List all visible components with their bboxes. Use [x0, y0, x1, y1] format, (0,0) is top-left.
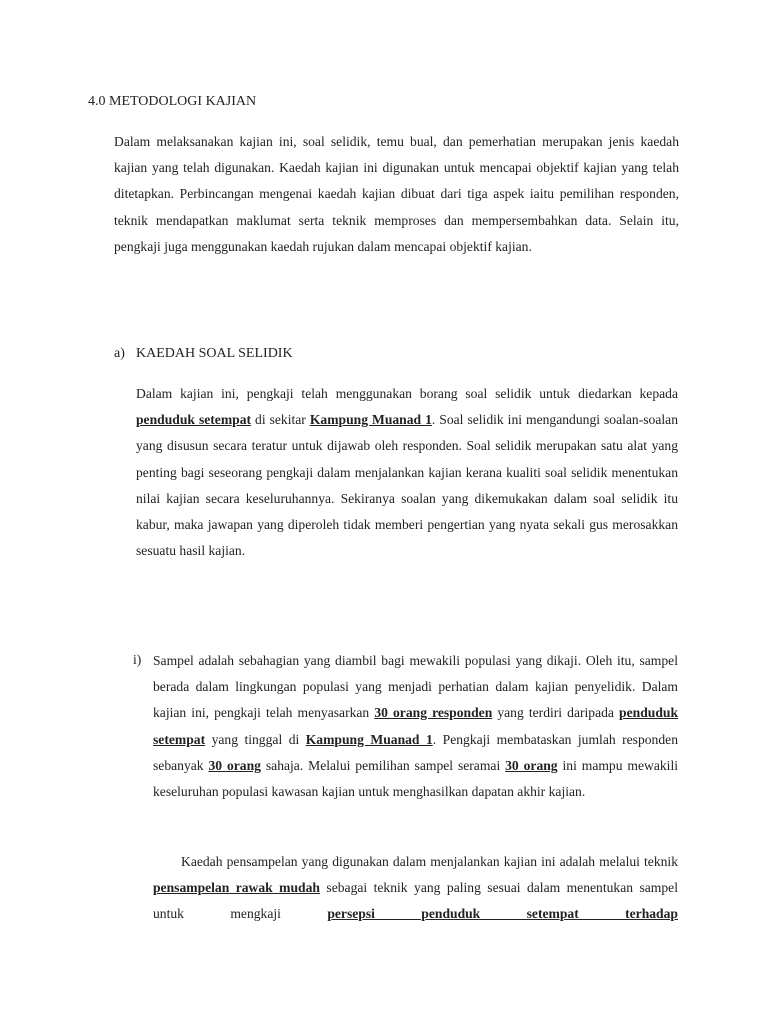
highlight-pensampelan-rawak-mudah: pensampelan rawak mudah [153, 880, 320, 896]
highlight-penduduk-setempat: penduduk setempat [136, 412, 252, 428]
item-i-text-6: ini mampu mewakili keseluruhan populasi kawasan kajian untuk menghasilkan dapatan akhir kajian. [153, 757, 679, 800]
item-i-text-4: . Pengkaji membataskan jumlah responden sebanyak [153, 731, 678, 773]
subsection-a-text-2: di sekitar [251, 412, 310, 428]
subsection-a-paragraph [136, 381, 678, 564]
intro-paragraph: Dalam melaksanakan kajian ini, soal selidik, temu bual, dan pemerhatian merupakan jenis kaedah kajian yang telah digunakan. Kaedah kajian ini digunakan untuk mencapai objektif kajian yang telah ditetapkan. Perbincangan mengenai kaedah kajian dibuat dari tiga aspek iaitu pemilihan responden, teknik mendapatkan maklumat serta teknik memproses dan mempersembahkan data. Selain itu, pengkaji juga menggunakan kaedah rujukan dalam mencapai objektif kajian. [114, 134, 679, 254]
item-i-text-5: sahaja. Melalui pemilihan sampel seramai [260, 757, 506, 773]
item-i-cont-text-1: Kaedah pensampelan yang digunakan dalam menjalankan kajian ini adalah melalui teknik [181, 854, 678, 869]
subsection-a-text-1: Dalam kajian ini, pengkaji telah menggunakan borang soal selidik untuk diedarkan kepada [136, 386, 678, 401]
highlight-30-orang-responden: 30 orang responden [374, 705, 493, 721]
section-heading: 4.0 METODOLOGI KAJIAN [88, 94, 257, 109]
highlight-persepsi-penduduk: persepsi penduduk setempat terhadap [327, 906, 678, 922]
list-item-i [133, 652, 678, 809]
list-item-i-paragraph [153, 648, 678, 805]
highlight-30-orang: 30 orang [208, 757, 261, 773]
item-i-cont-text-2: sebagai teknik yang paling sesuai dalam menentukan sampel untuk mengkaji [153, 880, 678, 922]
subsection-a-marker: a) [114, 346, 125, 361]
item-i-text-3: yang tinggal di [205, 731, 306, 747]
highlight-30-orang: 30 orang [505, 757, 558, 773]
subsection-a-text-3: . Soal selidik ini mengandungi soalan-soalan yang disusun secara teratur untuk dijawab oleh responden. Soal selidik merupakan satu alat yang penting bagi seseorang pengkaji dalam menjalankan kajian kerana kualiti soal selidik menentukan nilai kajian secara keseluruhannya. Sekiranya soalan yang dikemukakan dalam soal selidik itu kabur, maka jawapan yang diperoleh tidak memberi pengertian yang nyata sekali gus merosakkan sesuatu hasil kajian. [136, 412, 678, 559]
list-item-i-continued-paragraph [153, 849, 678, 928]
subsection-a-title: KAEDAH SOAL SELIDIK [136, 346, 293, 361]
item-i-text-2: yang terdiri daripada [492, 705, 620, 721]
list-item-i-marker: i) [133, 652, 142, 667]
item-i-text-1: Sampel adalah sebahagian yang diambil bagi mewakili populasi yang dikaji. Oleh itu, sampel berada dalam lingkungan populasi yang menjadi perhatian dalam kajian penyelidik. Dalam kajian ini, pengkaji telah menyasarkan [153, 653, 678, 721]
highlight-kampung-muanad: Kampung Muanad 1 [305, 731, 433, 747]
highlight-penduduk-setempat: penduduk setempat [153, 705, 679, 747]
subsection-a-heading [114, 346, 293, 362]
highlight-kampung-muanad: Kampung Muanad 1 [309, 412, 432, 428]
